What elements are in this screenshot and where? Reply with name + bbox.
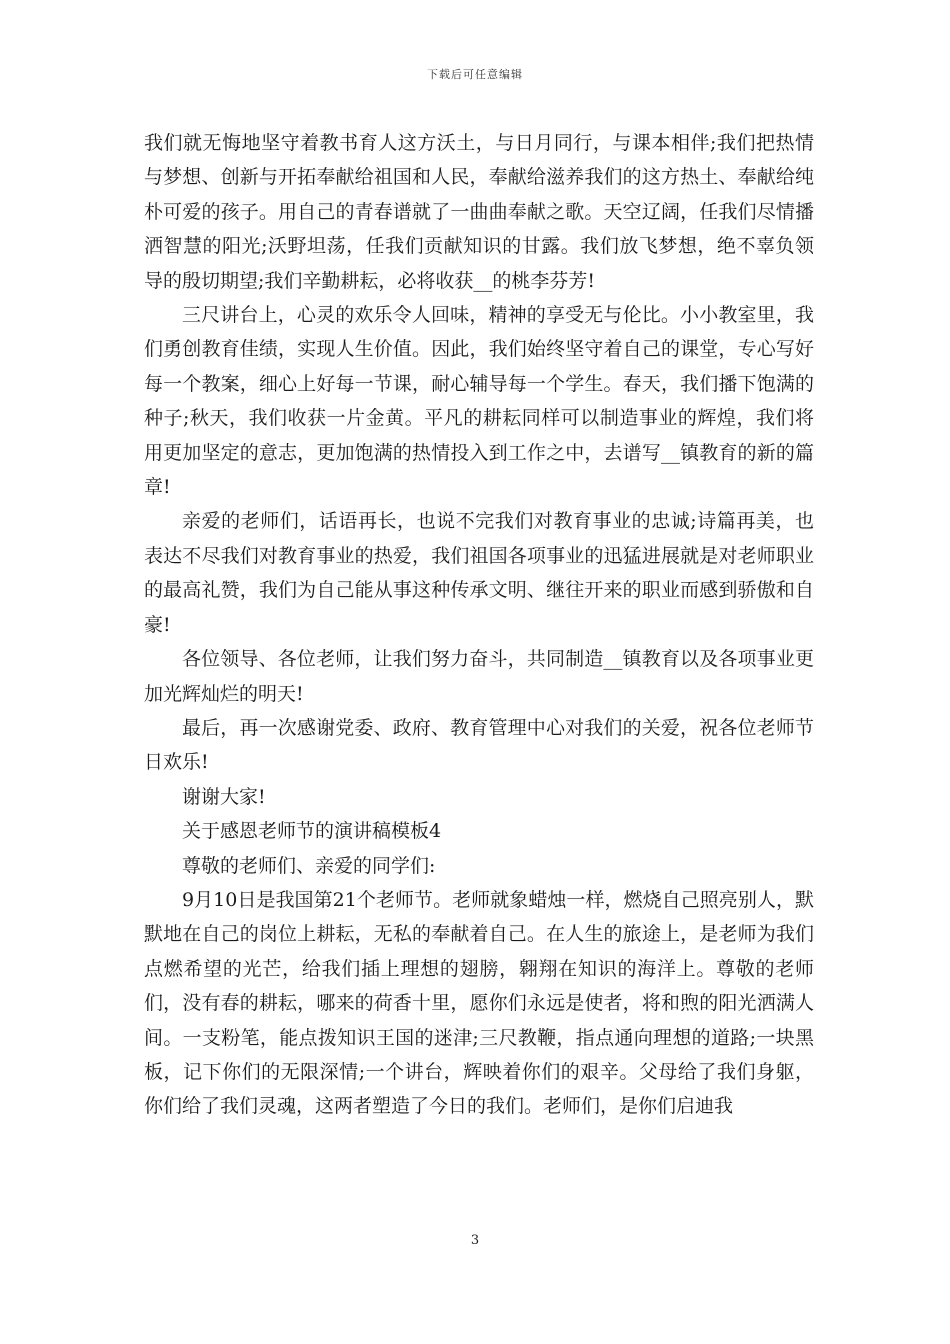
section-title: 关于感恩老师节的演讲稿模板4 — [182, 820, 442, 843]
closing-line: 谢谢大家! — [182, 785, 266, 808]
paragraph: 各位领导、各位老师，让我们努力奋斗，共同制造__镇教育以及各项事业更加光辉灿烂的明天! — [144, 648, 814, 705]
document-body — [144, 126, 814, 1124]
page-header-note: 下载后可任意编辑 — [427, 68, 523, 81]
page-number: 3 — [470, 1233, 480, 1248]
paragraph: 三尺讲台上，心灵的欢乐令人回味，精神的享受无与伦比。小小教室里，我们勇创教育佳绩，实现人生价值。因此，我们始终坚守着自己的课堂，专心写好每一个教案，细心上好每一节课，耐心辅导每一个学生。春天，我们播下饱满的种子;秋天，我们收获一片金黄。平凡的耕耘同样可以制造事业的辉煌，我们将用更加坚定的意志，更加饱满的热情投入到工作之中，去谱写__镇教育的新的篇章! — [144, 304, 814, 499]
paragraph: 亲爱的老师们，话语再长，也说不完我们对教育事业的忠诚;诗篇再美，也表达不尽我们对教育事业的热爱，我们祖国各项事业的迅猛进展就是对老师职业的最高礼赞，我们为自己能从事这种传承文明、继往开来的职业而感到骄傲和自豪! — [144, 510, 814, 636]
paragraph: 最后，再一次感谢党委、政府、教育管理中心对我们的关爱，祝各位老师节日欢乐! — [144, 716, 814, 774]
paragraph: 我们就无悔地坚守着教书育人这方沃土，与日月同行，与课本相伴;我们把热情与梦想、创新与开拓奉献给祖国和人民，奉献给滋养我们的这方热土、奉献给纯朴可爱的孩子。用自己的青春谱就了一曲曲奉献之歌。天空辽阔，任我们尽情播洒智慧的阳光;沃野坦荡，任我们贡献知识的甘露。我们放飞梦想，绝不辜负领导的殷切期望;我们辛勤耕耘，必将收获__的桃李芬芳! — [144, 132, 814, 292]
paragraph: 9月10日是我国第21个老师节。老师就象蜡烛一样，燃烧自己照亮别人，默默地在自己的岗位上耕耘，无私的奉献着自己。在人生的旅途上，是老师为我们点燃希望的光芒，给我们插上理想的翅膀，翱翔在知识的海洋上。尊敬的老师们，没有春的耕耘，哪来的荷香十里，愿你们永远是使者，将和煦的阳光洒满人间。一支粉笔，能点拨知识王国的迷津;三尺教鞭，指点通向理想的道路;一块黑板，记下你们的无限深情;一个讲台，辉映着你们的艰辛。父母给了我们身躯，你们给了我们灵魂，这两者塑造了今日的我们。老师们，是你们启迪我 — [144, 888, 814, 1118]
salutation: 尊敬的老师们、亲爱的同学们: — [182, 854, 436, 877]
